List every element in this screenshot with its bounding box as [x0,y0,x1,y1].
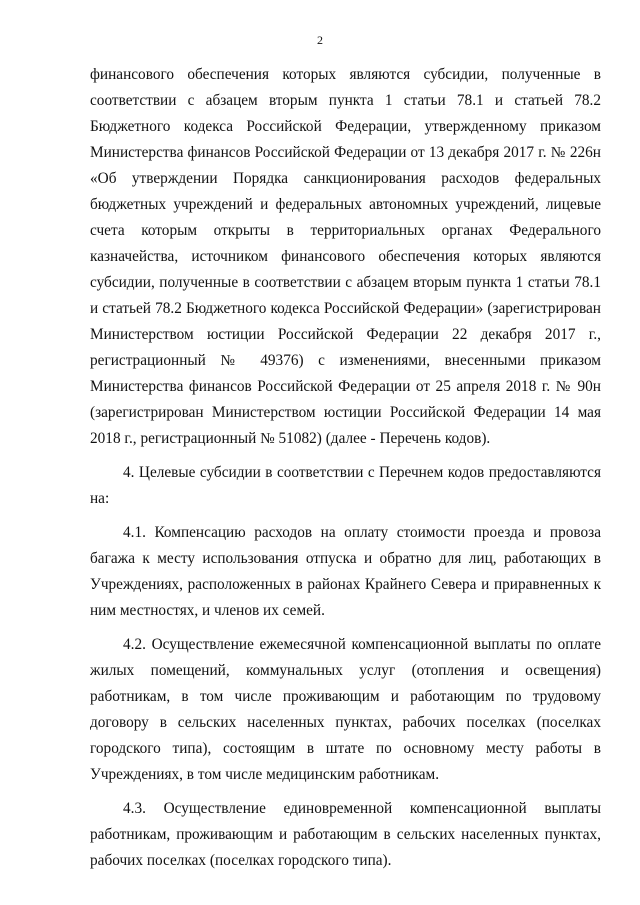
document-body [90,62,601,874]
paragraph-continuation: финансового обеспечения которых являются субсидии, полученные в соответствии с абзацем вторым пункта 1 статьи 78.1 и статьей 78.2 Бюджетного кодекса Российской Федерации, утвержденному приказом Министерства финансов Российской Федерации от 13 декабря 2017 г. № 226н «Об утверждении Порядка санкционирования расходов федеральных бюджетных учреждений и федеральных автономных учреждений, лицевые счета которым открыты в территориальных органах Федерального казначейства, источником финансового обеспечения которых являются субсидии, полученные в соответствии с абзацем вторым пункта 1 статьи 78.1 и статьей 78.2 Бюджетного кодекса Российской Федерации» (зарегистрирован Министерством юстиции Российской Федерации 22 декабря 2017 г., регистрационный № 49376) с изменениями, внесенными приказом Министерства финансов Российской Федерации от 25 апреля 2018 г. № 90н (зарегистрирован Министерством юстиции Российской Федерации 14 мая 2018 г., регистрационный № 51082) (далее - Перечень кодов). [90,66,601,447]
paragraph-4-1: 4.1. Компенсацию расходов на оплату стоимости проезда и провоза багажа к месту использования отпуска и обратно для лиц, работающих в Учреждениях, расположенных в районах Крайнего Севера и приравненных к ним местностях, и членов их семей. [90,524,601,619]
paragraph-4-2: 4.2. Осуществление ежемесячной компенсационной выплаты по оплате жилых помещений, коммунальных услуг (отопления и освещения) работникам, в том числе проживающим и работающим по трудовому договору в сельских населенных пунктах, рабочих поселках (поселках городского типа), состоящим в штате по основному месту работы в Учреждениях, в том числе медицинским работникам. [90,636,601,783]
paragraph-4: 4. Целевые субсидии в соответствии с Перечнем кодов предоставляются на: [90,464,601,507]
paragraph-4-3: 4.3. Осуществление единовременной компенсационной выплаты работникам, проживающим и работающим в сельских населенных пунктах, рабочих поселках (поселках городского типа). [90,800,601,869]
page-number: 2 [317,33,323,47]
